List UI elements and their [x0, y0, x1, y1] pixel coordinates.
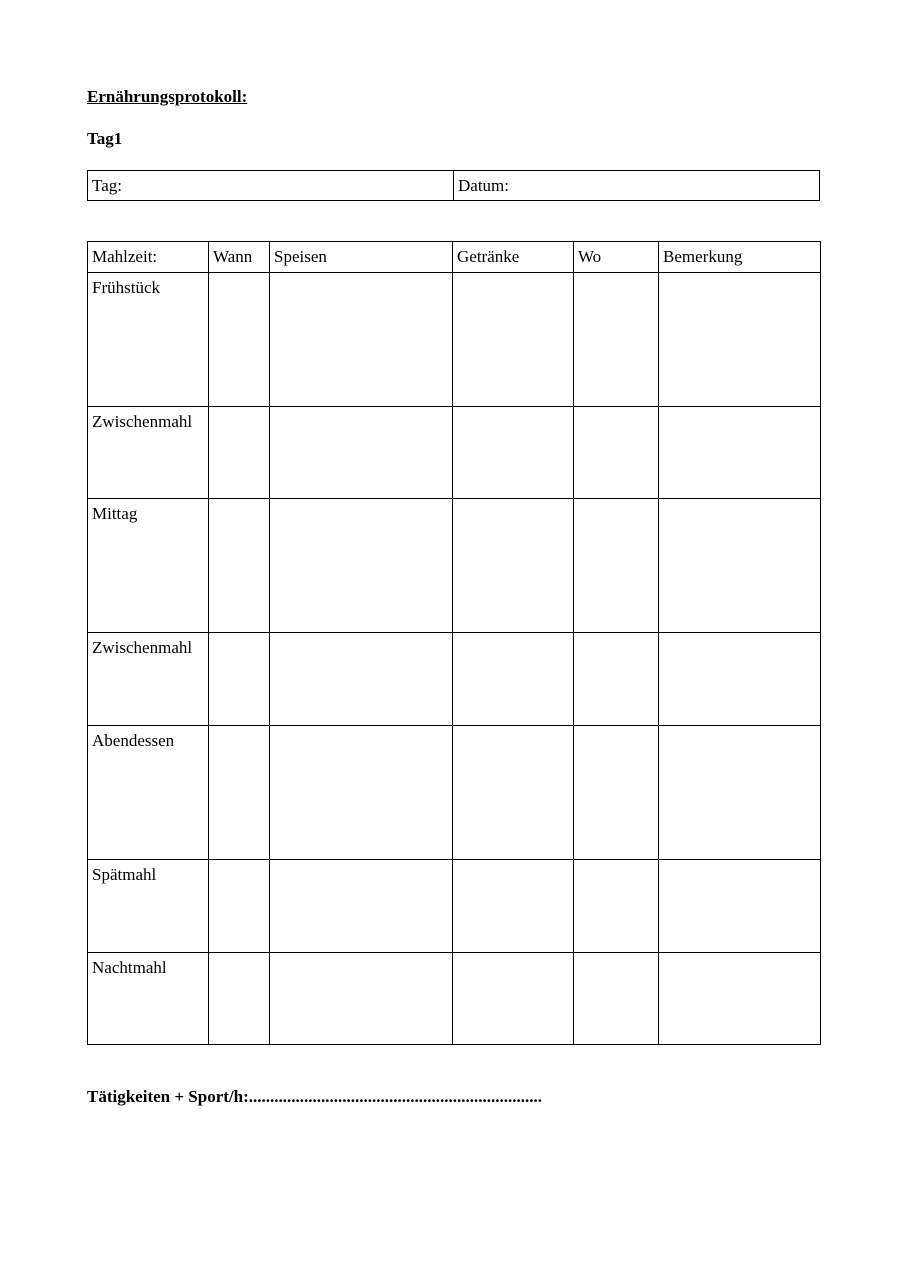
wann-cell[interactable]	[209, 953, 270, 1045]
day-heading: Tag1	[87, 129, 123, 148]
wo-cell[interactable]	[574, 407, 659, 499]
table-row	[88, 953, 821, 1045]
table-row	[88, 273, 821, 407]
wann-cell[interactable]	[209, 407, 270, 499]
table-row	[88, 726, 821, 860]
speisen-cell[interactable]	[270, 407, 453, 499]
meal-label: Spätmahl	[88, 860, 209, 953]
wo-cell[interactable]	[574, 273, 659, 407]
day-field[interactable]: Tag:	[88, 171, 454, 201]
wo-cell[interactable]	[574, 860, 659, 953]
speisen-cell[interactable]	[270, 860, 453, 953]
table-row	[88, 499, 821, 633]
wann-cell[interactable]	[209, 860, 270, 953]
header-wann: Wann	[209, 242, 270, 273]
day-date-row	[88, 171, 820, 201]
getraenke-cell[interactable]	[453, 860, 574, 953]
header-wo: Wo	[574, 242, 659, 273]
table-row	[88, 860, 821, 953]
document-title: Ernährungsprotokoll:	[87, 87, 248, 106]
meal-label: Mittag	[88, 499, 209, 633]
wann-cell[interactable]	[209, 499, 270, 633]
wo-cell[interactable]	[574, 633, 659, 726]
bemerkung-cell[interactable]	[659, 953, 821, 1045]
wo-cell[interactable]	[574, 953, 659, 1045]
getraenke-cell[interactable]	[453, 273, 574, 407]
meal-log-table	[87, 241, 821, 1045]
speisen-cell[interactable]	[270, 726, 453, 860]
header-bemerkung: Bemerkung	[659, 242, 821, 273]
speisen-cell[interactable]	[270, 273, 453, 407]
table-row	[88, 407, 821, 499]
bemerkung-cell[interactable]	[659, 860, 821, 953]
meal-label: Nachtmahl	[88, 953, 209, 1045]
meal-label: Frühstück	[88, 273, 209, 407]
wann-cell[interactable]	[209, 726, 270, 860]
meal-label: Zwischenmahl	[88, 407, 209, 499]
meal-label: Zwischenmahl	[88, 633, 209, 726]
bemerkung-cell[interactable]	[659, 499, 821, 633]
date-field[interactable]: Datum:	[454, 171, 820, 201]
getraenke-cell[interactable]	[453, 407, 574, 499]
header-speisen: Speisen	[270, 242, 453, 273]
speisen-cell[interactable]	[270, 953, 453, 1045]
getraenke-cell[interactable]	[453, 953, 574, 1045]
bemerkung-cell[interactable]	[659, 407, 821, 499]
getraenke-cell[interactable]	[453, 499, 574, 633]
header-getraenke: Getränke	[453, 242, 574, 273]
speisen-cell[interactable]	[270, 499, 453, 633]
bemerkung-cell[interactable]	[659, 726, 821, 860]
wann-cell[interactable]	[209, 633, 270, 726]
speisen-cell[interactable]	[270, 633, 453, 726]
table-row	[88, 633, 821, 726]
getraenke-cell[interactable]	[453, 726, 574, 860]
wann-cell[interactable]	[209, 273, 270, 407]
meal-label: Abendessen	[88, 726, 209, 860]
day-date-table	[87, 170, 820, 201]
meal-table-header-row	[88, 242, 821, 273]
activities-sport-line[interactable]: Tätigkeiten + Sport/h:.....................................................................	[87, 1087, 542, 1106]
wo-cell[interactable]	[574, 499, 659, 633]
header-mahlzeit: Mahlzeit:	[88, 242, 209, 273]
bemerkung-cell[interactable]	[659, 273, 821, 407]
bemerkung-cell[interactable]	[659, 633, 821, 726]
wo-cell[interactable]	[574, 726, 659, 860]
getraenke-cell[interactable]	[453, 633, 574, 726]
